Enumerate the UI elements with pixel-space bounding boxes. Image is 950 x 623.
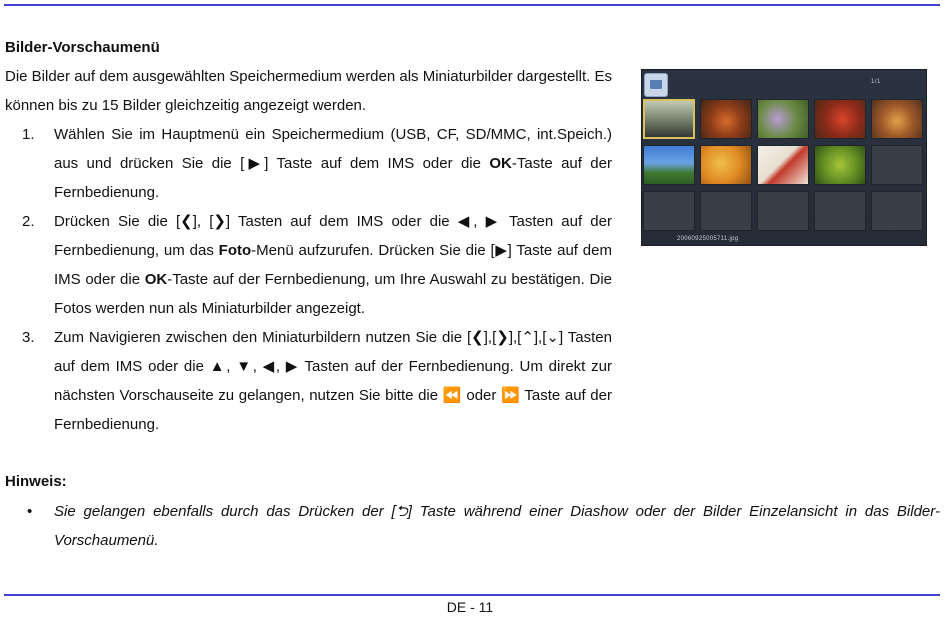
thumbnail	[700, 99, 752, 139]
thumbnail	[814, 99, 866, 139]
thumbnail	[643, 145, 695, 185]
thumbnail-empty	[700, 191, 752, 231]
thumbnail-selected	[643, 99, 695, 139]
photo-preview-screenshot	[641, 69, 927, 246]
thumbnail	[757, 99, 809, 139]
thumbnail	[871, 99, 923, 139]
hint-text: Sie gelangen ebenfalls durch das Drücken der [⮌] Taste während einer Diashow oder der Bilder Einzelansicht in das Bilder-Vorschaumenü.	[54, 503, 940, 549]
intro-paragraph: Die Bilder auf dem ausgewählten Speichermedium werden als Miniaturbilder dargestellt. Es können bis zu 15 Bilder gleichzeitig angezeigt werden.	[5, 68, 612, 114]
foto-menu-label: Foto	[218, 242, 252, 259]
step-item	[5, 323, 612, 439]
ok-key-label: OK	[489, 155, 512, 172]
step-text: Zum Navigieren zwischen den Miniaturbildern nutzen Sie die [❮],[❯],[⌃],[⌄] Tasten auf dem IMS oder die ▲, ▼, ◀, ▶ Tasten auf der Fernbedienung. Um direkt zur nächsten Vorschauseite zu gelangen, nutzen Sie bitte die ⏪ oder ⏩ Taste auf der Fernbedienung.	[54, 329, 612, 433]
step-text: -Taste auf der Fernbedienung, um Ihre Auswahl zu bestätigen. Die Fotos werden nun als Miniaturbilder angezeigt.	[54, 271, 612, 317]
ok-key-label: OK	[144, 271, 168, 288]
step-number: 1.	[22, 126, 35, 143]
step-text: Wählen Sie im Hauptmenü ein Speichermedium (USB, CF, SD/MMC, int.Speich.) aus und drücken Sie die [▶] Taste auf dem IMS oder die	[54, 126, 612, 172]
step-text: -Menü aufzurufen. Drücken Sie die [▶] Taste auf dem IMS oder die	[54, 242, 612, 288]
thumbnail	[757, 145, 809, 185]
thumbnail-empty	[871, 145, 923, 185]
step-item	[5, 120, 612, 207]
hint-list	[5, 497, 940, 555]
step-text: -Taste auf der Fernbedienung.	[54, 155, 612, 201]
step-text: Drücken Sie die [❮], [❯] Tasten auf dem IMS oder die ◀, ▶ Tasten auf der Fernbedienung, um das	[54, 213, 612, 259]
top-rule	[4, 4, 940, 6]
page-number: DE - 11	[446, 599, 494, 615]
thumbnail-empty	[643, 191, 695, 231]
hint-item	[5, 497, 940, 555]
step-number: 3.	[22, 329, 35, 346]
thumbnail	[700, 145, 752, 185]
step-item	[5, 207, 612, 323]
bullet-icon: •	[27, 503, 33, 520]
section-heading: Bilder-Vorschaumenü	[5, 39, 160, 56]
hint-title: Hinweis:	[5, 473, 67, 490]
thumbnail-empty	[814, 191, 866, 231]
thumbnail-empty	[757, 191, 809, 231]
steps-list	[5, 120, 612, 439]
step-number: 2.	[22, 213, 35, 230]
thumbnail	[814, 145, 866, 185]
photo-app-icon	[644, 73, 668, 97]
thumbnail-empty	[871, 191, 923, 231]
selected-filename: 20060925005711.jpg	[677, 236, 739, 242]
page-indicator: 1/1	[871, 79, 881, 85]
bottom-rule	[4, 594, 940, 596]
